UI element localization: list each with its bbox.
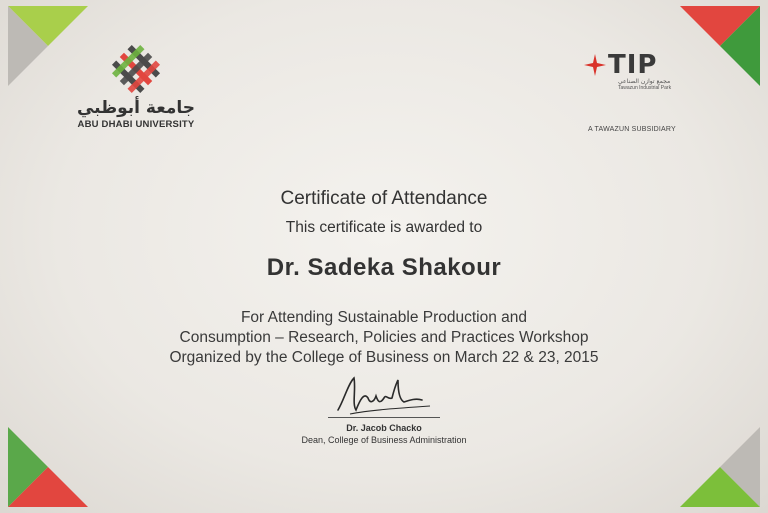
tip-logo [584,50,684,91]
tip-tagline: A TAWAZUN SUBSIDIARY [588,126,676,133]
tip-name: TIP [608,50,658,80]
signature-line [328,417,440,418]
corner-decoration-top-right [680,6,760,86]
tip-english-name: Tawazun Industrial Park [618,85,672,91]
adu-arabic-name: جامعة أبوظبي [76,98,195,118]
certificate-description [0,308,768,368]
awarded-line: This certificate is awarded to [285,219,483,236]
adu-english-name: ABU DHABI UNIVERSITY [77,119,195,130]
tip-star-icon [584,54,606,76]
adu-logo-icon [109,42,163,96]
description-line: For Attending Sustainable Production and [240,309,528,326]
certificate-title: Certificate of Attendance [280,188,488,209]
description-line: Organized by the College of Business on March 22 & 23, 2015 [169,349,599,366]
description-line: Consumption – Research, Policies and Practices Workshop [179,329,589,346]
signatory-name: Dr. Jacob Chacko [346,423,422,433]
abu-dhabi-university-logo [66,42,206,130]
recipient-name: Dr. Sadeka Shakour [266,254,502,281]
tip-arabic-name: مجمع توازن الصناعي [618,78,671,85]
signature-icon [330,370,450,420]
signatory-role: Dean, College of Business Administration [301,435,467,445]
